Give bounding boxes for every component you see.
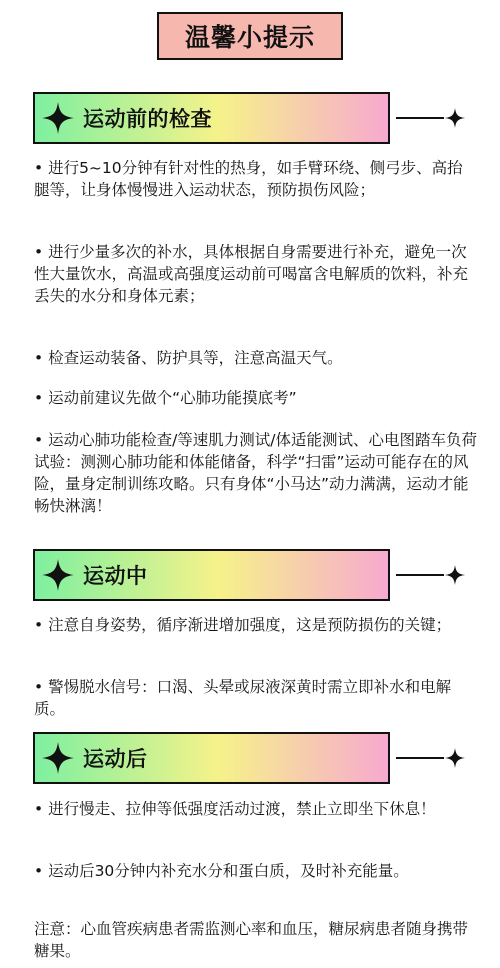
list-item: • 进行5~10分钟有针对性的热身，如手臂环绕、侧弓步、高抬腿等，让身体慢慢进入运动状态，预防损伤风险； — [34, 159, 463, 199]
section-header-during-exercise — [33, 549, 390, 601]
health-note: 注意：心血管疾病患者需监测心率和血压，糖尿病患者随身携带糖果。 — [34, 920, 469, 960]
four-point-star-icon — [445, 748, 465, 768]
list-item: • 运动后30分钟内补充水分和蛋白质，及时补充能量。 — [34, 862, 409, 880]
four-point-star-icon — [41, 101, 75, 135]
section-heading: 运动后 — [83, 747, 148, 771]
page-title: 温馨小提示 — [157, 12, 343, 60]
four-point-star-icon — [445, 565, 465, 585]
list-item: • 注意自身姿势，循序渐进增加强度，这是预防损伤的关键； — [34, 616, 452, 634]
decorative-line — [396, 757, 444, 759]
four-point-star-icon — [445, 108, 465, 128]
section-heading: 运动中 — [83, 564, 148, 588]
list-item: • 运动前建议先做个“心肺功能摸底考” — [34, 389, 297, 407]
section-header-after-exercise — [33, 732, 390, 784]
section-header-before-exercise — [33, 92, 390, 144]
list-item: • 运动心肺功能检查/等速肌力测试/体适能测试、心电图踏车负荷试验：测测心肺功能和体能储备，科学“扫雷”运动可能存在的风险，量身定制训练攻略。只有身体“小马达”动力满满，运动才能畅快淋漓！ — [34, 431, 478, 515]
list-item: • 警惕脱水信号：口渴、头晕或尿液深黄时需立即补水和电解质。 — [34, 678, 452, 718]
list-item: • 进行少量多次的补水，具体根据自身需要进行补充，避免一次性大量饮水，高温或高强度运动前可喝富含电解质的饮料，补充丢失的水分和身体元素； — [34, 243, 469, 305]
decorative-line — [396, 117, 444, 119]
list-item: • 进行慢走、拉伸等低强度活动过渡，禁止立即坐下休息！ — [34, 800, 436, 818]
section-heading: 运动前的检查 — [83, 107, 212, 131]
four-point-star-icon — [41, 741, 75, 775]
decorative-line — [396, 574, 444, 576]
four-point-star-icon — [41, 558, 75, 592]
list-item: • 检查运动装备、防护具等，注意高温天气。 — [34, 349, 343, 367]
